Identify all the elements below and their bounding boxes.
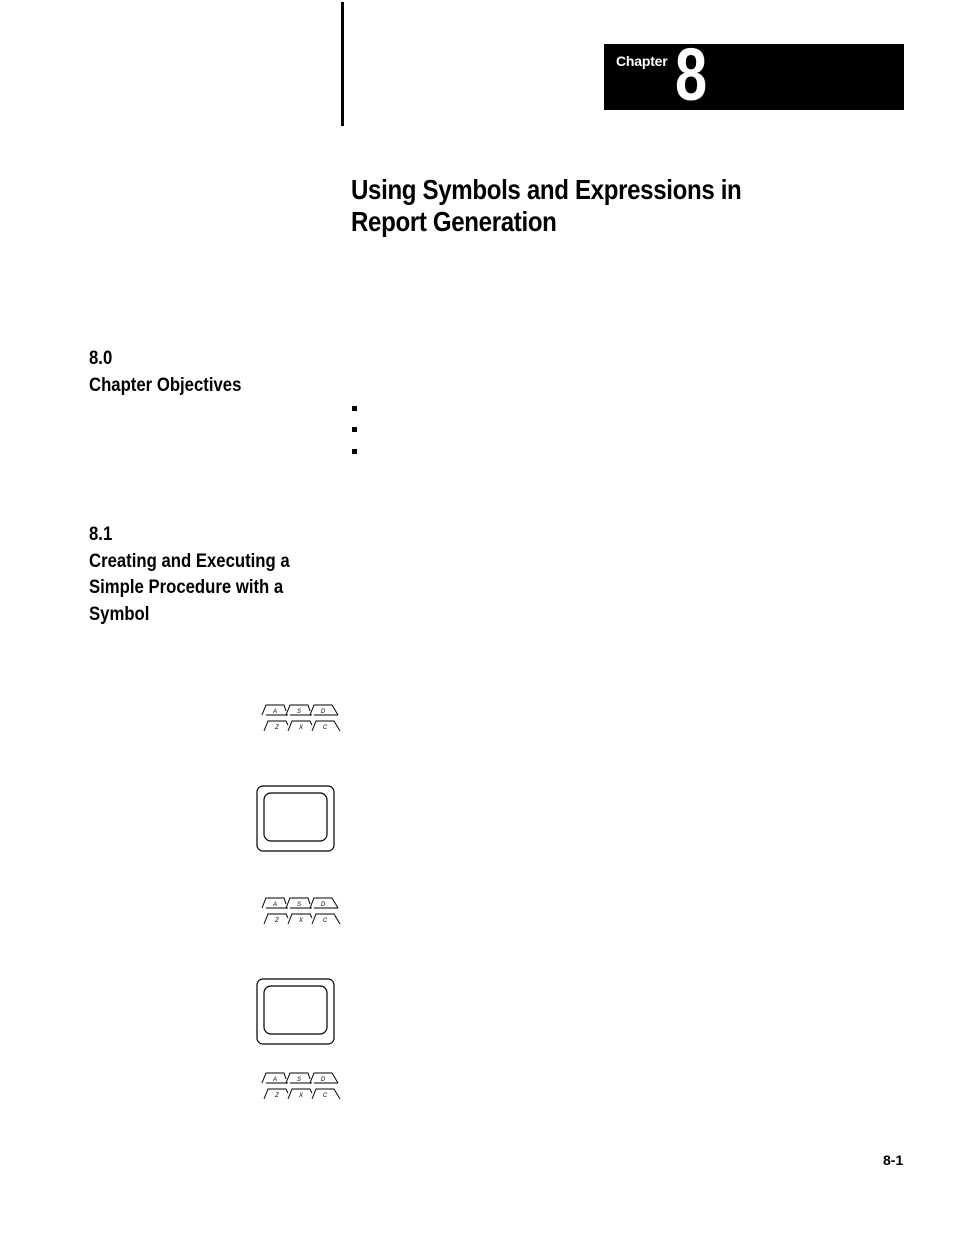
objective-bullet xyxy=(352,449,357,454)
key-label: X xyxy=(298,725,304,731)
section-heading-8-0 xyxy=(89,346,241,399)
page-title xyxy=(351,174,833,238)
key-label: X xyxy=(298,1093,304,1099)
key-label: S xyxy=(296,902,302,908)
key-label: S xyxy=(296,1077,302,1083)
key-label: A xyxy=(272,709,278,715)
page-title-line-2: Report Generation xyxy=(351,206,557,237)
page-number: 8-1 xyxy=(883,1152,904,1168)
section-title-line: Symbol xyxy=(89,603,150,625)
key-label: C xyxy=(322,918,328,924)
keyboard-icon xyxy=(258,703,342,735)
key-label: Z xyxy=(275,918,279,924)
key-label: C xyxy=(322,1093,328,1099)
key-label: S xyxy=(296,709,302,715)
chapter-tab xyxy=(604,33,904,116)
section-number: 8.1 xyxy=(89,524,113,545)
key-label: Z xyxy=(275,1093,279,1099)
key-label: A xyxy=(272,902,278,908)
monitor-icon xyxy=(256,978,336,1046)
keyboard-icon xyxy=(258,896,342,928)
objective-bullet xyxy=(352,406,357,411)
monitor-icon xyxy=(256,785,336,853)
section-heading-8-1 xyxy=(89,522,290,628)
section-number: 8.0 xyxy=(89,348,113,369)
section-title-line: Creating and Executing a xyxy=(89,550,290,572)
key-label: D xyxy=(320,1077,326,1083)
key-label: A xyxy=(272,1077,278,1083)
key-label: C xyxy=(322,725,328,731)
chapter-number: 8 xyxy=(675,33,708,116)
key-label: Z xyxy=(275,725,279,731)
keyboard-icon xyxy=(258,1071,342,1103)
section-title-line: Chapter Objectives xyxy=(89,374,242,396)
key-label: X xyxy=(298,918,304,924)
chapter-label: Chapter xyxy=(616,53,668,69)
objective-bullet xyxy=(352,427,357,432)
margin-rule xyxy=(341,2,344,126)
section-title-line: Simple Procedure with a xyxy=(89,577,284,598)
page-title-line-1: Using Symbols and Expressions in xyxy=(351,174,742,205)
key-label: D xyxy=(320,902,326,908)
key-label: D xyxy=(320,709,326,715)
